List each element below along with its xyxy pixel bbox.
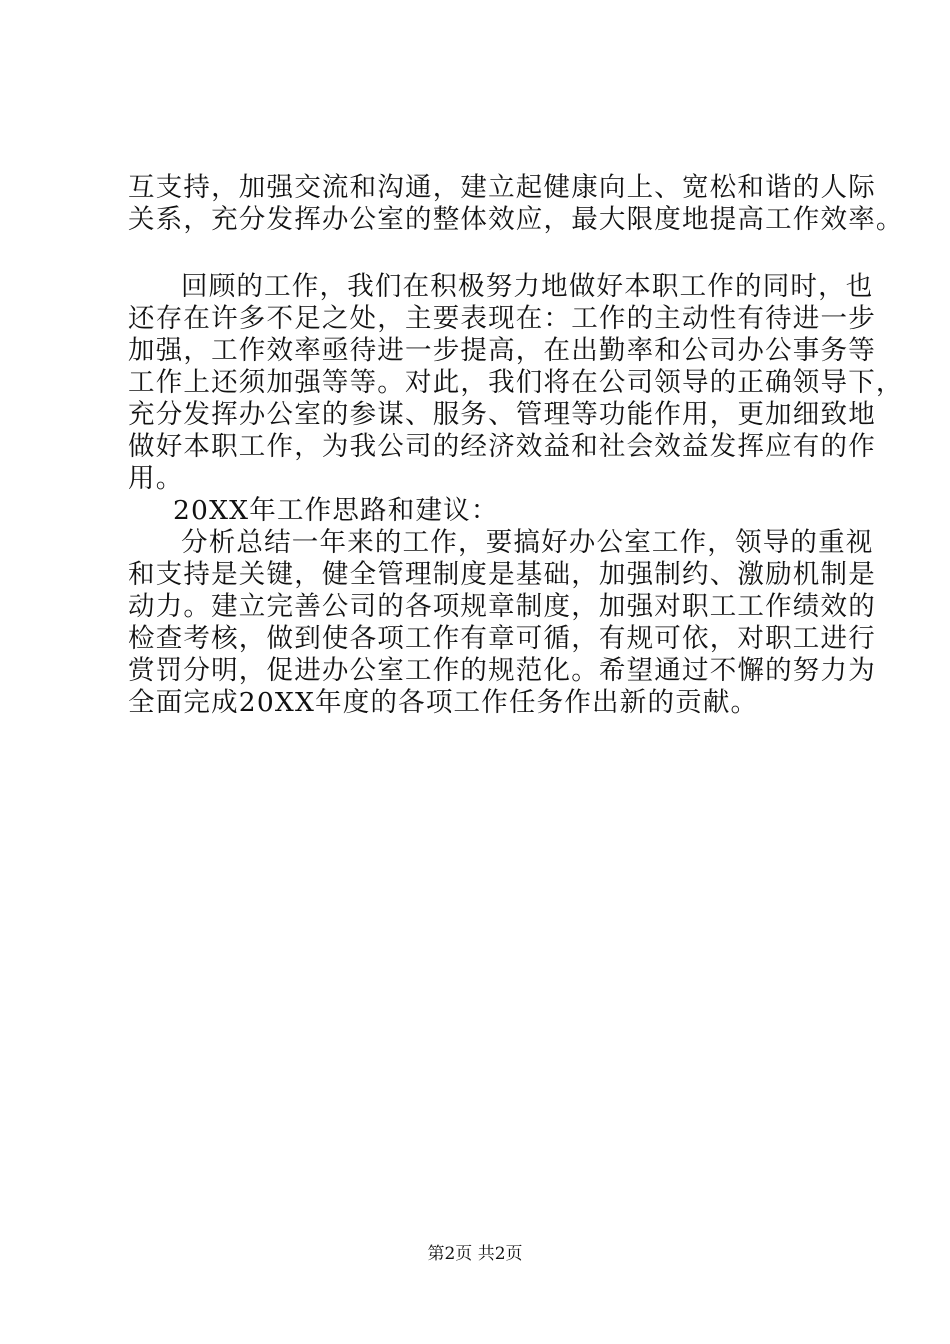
paragraph-2: [128, 271, 904, 495]
page-indicator: 第2页 共2页: [427, 1244, 523, 1264]
page-footer: [0, 1243, 950, 1265]
paragraph-gap: [128, 236, 840, 271]
text-line: 充分发挥办公室的参谋、服务、管理等功能作用，更加细致地: [128, 399, 876, 430]
text-line: 检查考核，做到使各项工作有章可循，有规可依，对职工进行: [128, 623, 876, 654]
text-line: 加强，工作效率亟待进一步提高，在出勤率和公司办公事务等: [128, 335, 876, 366]
paragraph-3: [128, 527, 876, 719]
text-line: 回顾的工作，我们在积极努力地做好本职工作的同时，也: [181, 271, 874, 302]
document-body: [128, 172, 904, 719]
text-line: 用。: [128, 463, 184, 494]
text-line: 工作上还须加强等等。对此，我们将在公司领导的正确领导下，: [128, 367, 904, 398]
paragraph-1: [128, 172, 904, 236]
text-line: 动力。建立完善公司的各项规章制度，加强对职工工作绩效的: [128, 591, 876, 622]
text-line: 分析总结一年来的工作，要搞好办公室工作，领导的重视: [181, 527, 874, 558]
text-line: 全面完成20XX年度的各项工作任务作出新的贡献。: [128, 687, 759, 718]
text-line: 赏罚分明，促进办公室工作的规范化。希望通过不懈的努力为: [128, 655, 876, 686]
text-line: 互支持，加强交流和沟通，建立起健康向上、宽松和谐的人际: [128, 172, 876, 203]
text-line: 做好本职工作，为我公司的经济效益和社会效益发挥应有的作: [128, 431, 876, 462]
section-heading: 20XX年工作思路和建议：: [173, 495, 499, 526]
text-line: 和支持是关键，健全管理制度是基础，加强制约、激励机制是: [128, 559, 876, 590]
text-line: 关系，充分发挥办公室的整体效应，最大限度地提高工作效率。: [128, 204, 904, 235]
text-line: 还存在许多不足之处，主要表现在：工作的主动性有待进一步: [128, 303, 876, 334]
